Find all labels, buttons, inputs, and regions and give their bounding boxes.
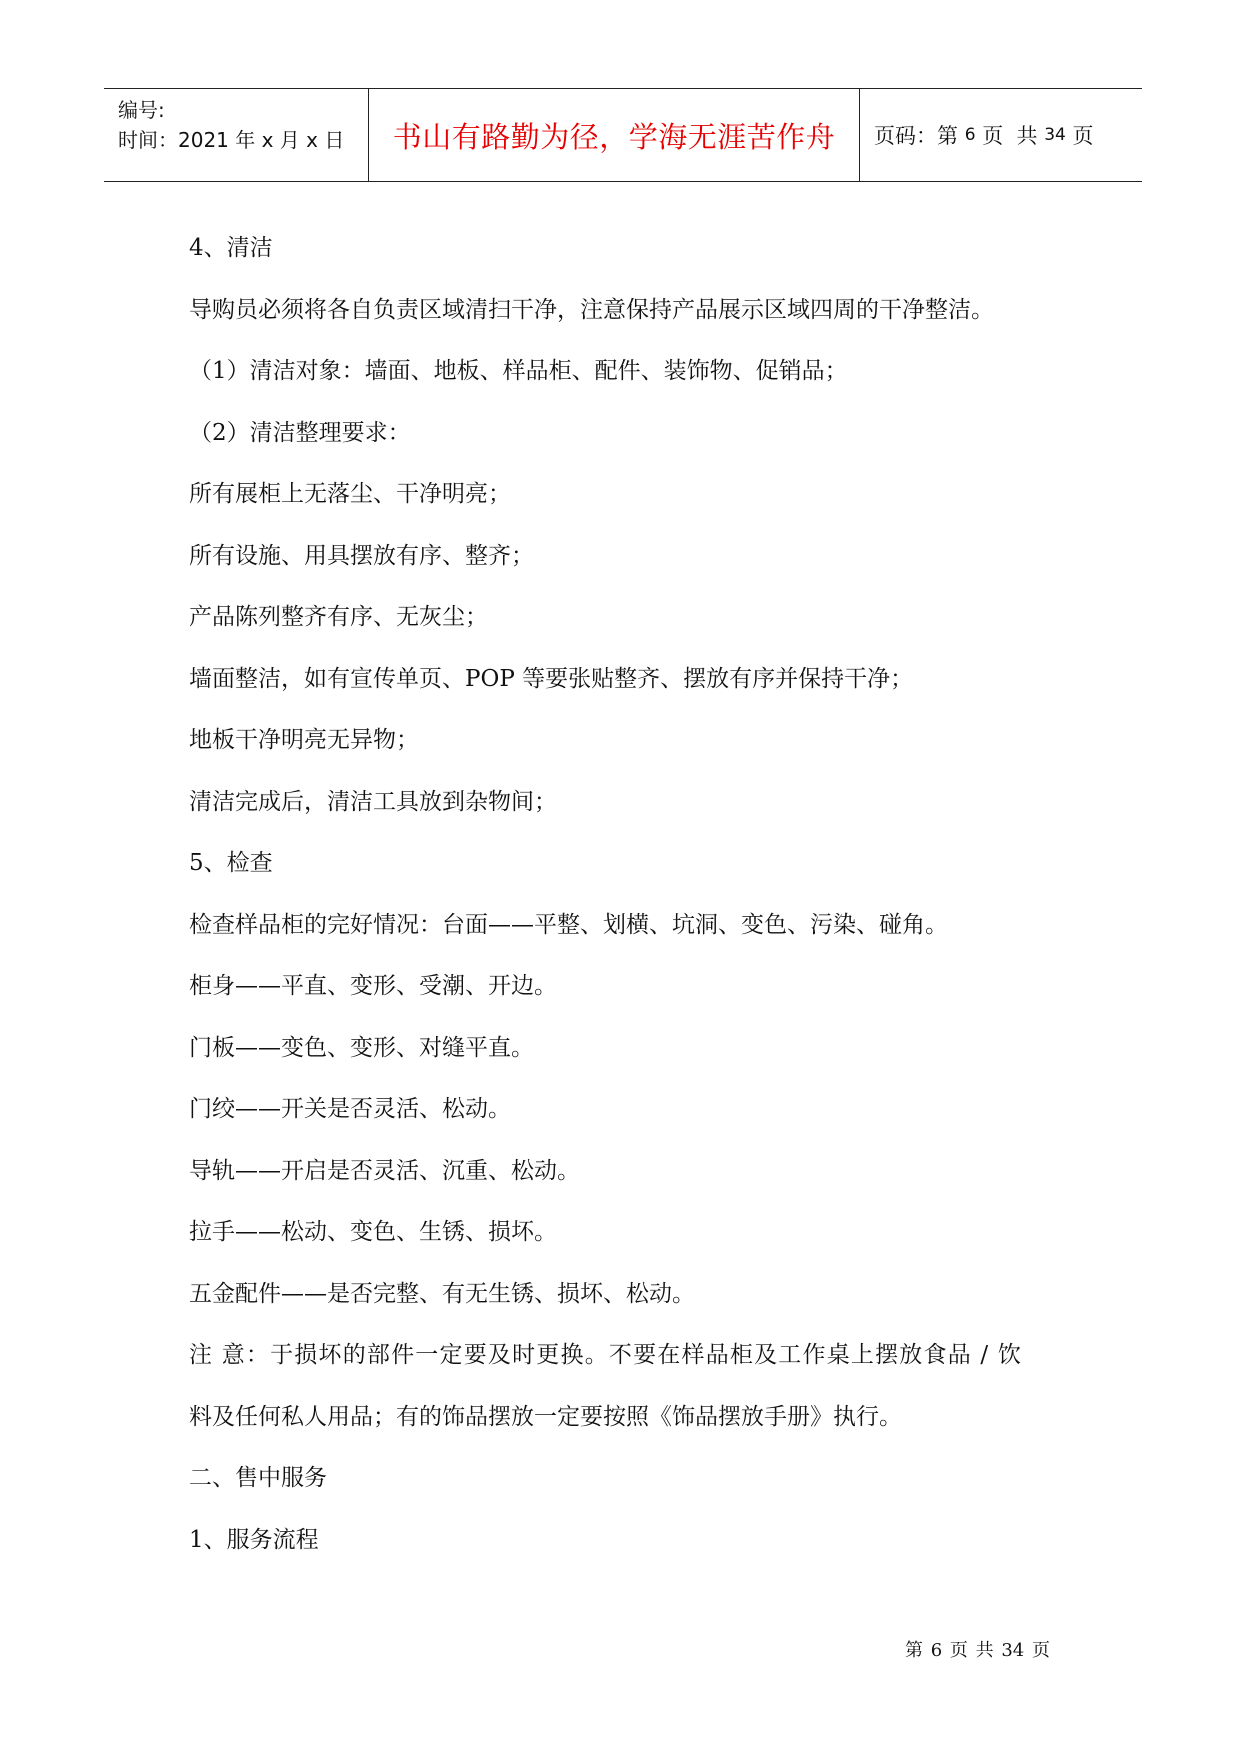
body-line: 拉手——松动、变色、生锈、损坏。 bbox=[189, 1219, 557, 1245]
body-line: 柜身——平直、变形、受潮、开边。 bbox=[189, 973, 557, 999]
page-prefix: 页码：第 bbox=[874, 124, 965, 148]
section-heading-in-sale-service: 二、售中服务 bbox=[189, 1465, 327, 1491]
body-line: 检查样品柜的完好情况：台面——平整、划横、坑洞、变色、污染、碰角。 bbox=[189, 911, 948, 938]
document-body bbox=[189, 232, 1089, 1585]
note-line: 注 意：于损坏的部件一定要及时更换。不要在样品柜及工作桌上摆放食品 / 饮 bbox=[189, 1342, 1023, 1368]
body-line: 门绞——开关是否灵活、松动。 bbox=[189, 1096, 511, 1122]
body-line: 所有展柜上无落尘、干净明亮； bbox=[189, 481, 511, 507]
section-heading-service-process: 1、服务流程 bbox=[189, 1526, 319, 1553]
page-middle: 页 共 bbox=[975, 124, 1045, 148]
body-line: 地板干净明亮无异物； bbox=[189, 727, 419, 753]
header-page-indicator bbox=[874, 89, 1094, 181]
page-current-number: 6 bbox=[964, 125, 976, 145]
section-heading-cleaning: 4、清洁 bbox=[189, 235, 273, 261]
document-time-label: 时间：2021 年 x 月 x 日 bbox=[118, 128, 345, 152]
body-line: 产品陈列整齐有序、无灰尘； bbox=[189, 604, 488, 630]
body-line: 门板——变色、变形、对缝平直。 bbox=[189, 1034, 534, 1061]
page-footer: 第 6 页 共 34 页 bbox=[905, 1640, 1050, 1661]
body-line: 所有设施、用具摆放有序、整齐； bbox=[189, 542, 534, 569]
header-meta bbox=[118, 95, 358, 155]
page-suffix: 页 bbox=[1065, 124, 1094, 148]
body-line: （2）清洁整理要求： bbox=[189, 419, 411, 446]
body-line: （1）清洁对象：墙面、地板、样品柜、配件、装饰物、促销品； bbox=[189, 358, 848, 384]
note-line: 料及任何私人用品；有的饰品摆放一定要按照《饰品摆放手册》执行。 bbox=[189, 1403, 902, 1430]
body-line: 墙面整洁，如有宣传单页、POP 等要张贴整齐、摆放有序并保持干净； bbox=[189, 665, 914, 692]
body-line: 导轨——开启是否灵活、沉重、松动。 bbox=[189, 1157, 580, 1184]
page-total-number: 34 bbox=[1044, 125, 1066, 145]
section-heading-inspection: 5、检查 bbox=[189, 850, 273, 876]
header-divider bbox=[368, 89, 369, 181]
page-header bbox=[104, 88, 1142, 182]
body-line: 导购员必须将各自负责区域清扫干净，注意保持产品展示区域四周的干净整洁。 bbox=[189, 296, 994, 323]
body-line: 五金配件——是否完整、有无生锈、损坏、松动。 bbox=[189, 1280, 695, 1307]
header-divider bbox=[859, 89, 860, 181]
header-motto: 书山有路勤为径，学海无涯苦作舟 bbox=[392, 119, 836, 154]
document-number-label: 编号: bbox=[118, 98, 165, 122]
body-line: 清洁完成后，清洁工具放到杂物间； bbox=[189, 788, 557, 815]
